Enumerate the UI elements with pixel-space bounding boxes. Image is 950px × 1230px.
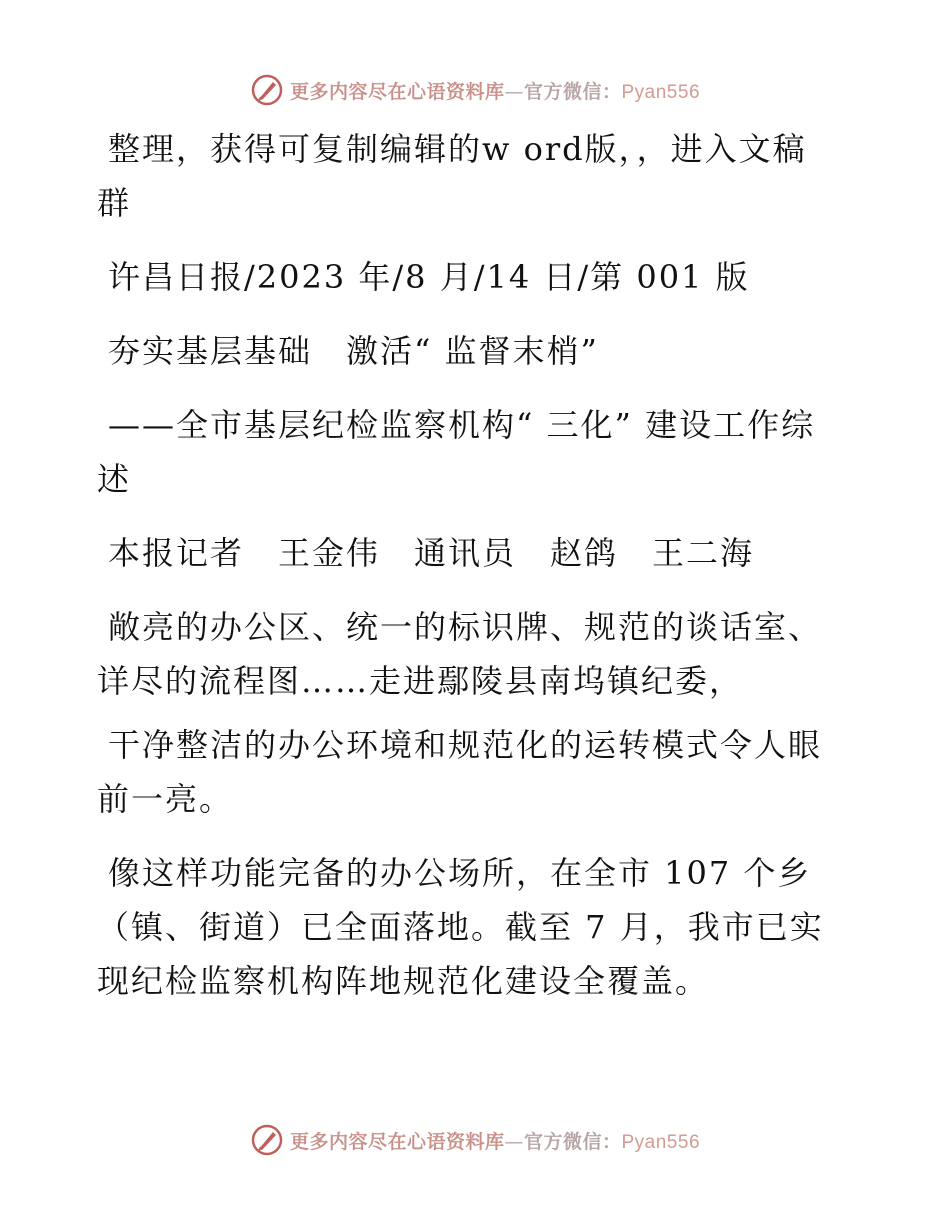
- banner-main-text: 更多内容尽在心语资料库: [289, 1130, 505, 1153]
- footer-banner: [0, 1120, 950, 1160]
- banner-wechat-id: Pyan556: [621, 81, 701, 103]
- note-paragraph: 整理，获得可复制编辑的w ord版，，进入文稿群: [97, 130, 807, 222]
- banner-dash: —: [504, 80, 524, 103]
- banner-dash: —: [504, 1130, 524, 1153]
- banner-wechat-label: 官方微信：: [523, 80, 622, 103]
- banner-wechat-id: Pyan556: [621, 1131, 701, 1153]
- article-title: 夯实基层基础 激活“ 监督末梢”: [108, 332, 599, 370]
- body-paragraph: 敞亮的办公区、统一的标识牌、规范的谈话室、详尽的流程图……走进鄢陵县南坞镇纪委，: [97, 608, 823, 700]
- banner-text: [290, 77, 700, 104]
- quill-logo-icon: [250, 1123, 284, 1157]
- quill-logo-icon: [250, 73, 284, 107]
- document-body: [97, 122, 837, 1028]
- article-subtitle: ——全市基层纪检监察机构“ 三化” 建设工作综述: [97, 406, 816, 498]
- banner-main-text: 更多内容尽在心语资料库: [289, 80, 505, 103]
- banner-wechat-label: 官方微信：: [523, 1130, 622, 1153]
- source-line: 许昌日报/2023 年/8 月/14 日/第 001 版: [108, 258, 750, 296]
- byline: 本报记者 王金伟 通讯员 赵鸽 王二海: [108, 534, 755, 572]
- body-paragraph: 像这样功能完备的办公场所，在全市 107 个乡（镇、街道）已全面落地。截至 7 月，我市已实现纪检监察机构阵地规范化建设全覆盖。: [97, 854, 824, 1000]
- header-banner: [0, 70, 950, 110]
- banner-text: [290, 1127, 700, 1154]
- body-paragraph: 干净整洁的办公环境和规范化的运转模式令人眼前一亮。: [97, 726, 823, 818]
